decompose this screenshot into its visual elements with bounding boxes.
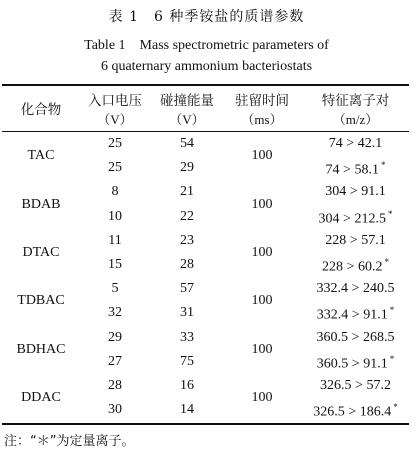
inlet-voltage: 15 — [108, 257, 122, 272]
collision-energy: 22 — [180, 208, 194, 224]
ion-pair — [298, 378, 413, 394]
inlet-voltage: 27 — [108, 353, 122, 369]
collision-energy: 57 — [180, 281, 194, 297]
inlet-voltage: 30 — [108, 402, 122, 418]
header-ion-pair-unit: （m/z） — [332, 112, 379, 127]
ion-pair-value: 360.5 > 91.1 — [316, 356, 388, 372]
ion-pair-value: 326.5 > 186.4 — [313, 404, 392, 420]
collision-energy: 23 — [180, 232, 194, 248]
table-bottom-rule — [2, 423, 409, 425]
ion-pair — [298, 257, 413, 276]
dwell-time: 100 — [251, 148, 273, 164]
inlet-voltage: 25 — [108, 160, 122, 176]
inlet-voltage: 10 — [108, 208, 122, 224]
collision-energy: 75 — [180, 353, 194, 369]
inlet-voltage: 25 — [108, 136, 122, 151]
compound-name: TAC — [27, 148, 55, 164]
dwell-time: 100 — [251, 196, 273, 212]
ion-pair — [298, 184, 413, 200]
inlet-voltage: 29 — [108, 329, 122, 345]
collision-energy: 54 — [180, 136, 194, 151]
inlet-voltage: 8 — [111, 184, 119, 200]
quantifier-marker: * — [384, 257, 389, 267]
header-dwell-unit: （ms） — [241, 112, 283, 127]
inlet-voltage: 5 — [111, 281, 119, 297]
quantifier-marker: * — [393, 402, 398, 413]
ion-pair-value: 304 > 212.5 — [318, 211, 386, 227]
inlet-voltage: 28 — [108, 378, 122, 393]
collision-energy: 28 — [180, 257, 194, 272]
header-ion-pair: 特征离子对 — [321, 93, 390, 109]
table-mid-rule — [2, 131, 409, 132]
compound-name: DDAC — [21, 390, 61, 406]
ion-pair — [298, 305, 413, 324]
ion-pair — [298, 281, 413, 297]
table-footnote: 注：“＊”为定量离子。 — [4, 434, 135, 449]
header-compound: 化合物 — [20, 102, 62, 118]
quantifier-marker: * — [389, 353, 395, 364]
ion-pair-value: 332.4 > 91.1 — [316, 308, 388, 324]
ion-pair — [298, 233, 413, 249]
compound-name: BDHAC — [16, 341, 66, 357]
quantifier-marker: * — [389, 305, 395, 316]
collision-energy: 14 — [180, 402, 194, 418]
header-energy: 碰撞能量 — [160, 93, 214, 109]
dwell-time: 100 — [251, 341, 273, 357]
ion-pair-value: 332.4 > 240.5 — [316, 281, 395, 297]
table-caption-en-line2: 6 quaternary ammonium bacteriostats — [100, 59, 313, 74]
ion-pair-value: 74 > 58.1 — [325, 162, 379, 178]
ion-pair — [298, 330, 413, 346]
ion-pair — [298, 209, 413, 228]
header-voltage: 入口电压 — [88, 93, 142, 109]
ion-pair-value: 326.5 > 57.2 — [320, 378, 391, 393]
ion-pair-value: 360.5 > 268.5 — [316, 329, 395, 345]
dwell-time: 100 — [251, 390, 273, 406]
ion-pair — [298, 354, 413, 373]
inlet-voltage: 11 — [108, 232, 122, 248]
dwell-time: 100 — [251, 244, 273, 260]
quantifier-marker: * — [387, 208, 393, 219]
dwell-time: 100 — [251, 293, 273, 309]
inlet-voltage: 32 — [108, 305, 122, 321]
ion-pair-value: 74 > 42.1 — [328, 136, 383, 151]
header-voltage-unit: （V） — [97, 112, 133, 127]
quantifier-marker: * — [380, 160, 386, 171]
header-energy-unit: （V） — [169, 112, 205, 127]
ion-pair-value: 228 > 57.1 — [325, 232, 386, 248]
ion-pair-value: 304 > 91.1 — [325, 184, 386, 200]
compound-name: TDBAC — [17, 293, 65, 309]
ion-pair-value: 228 > 60.2 — [322, 259, 383, 275]
collision-energy: 21 — [180, 184, 194, 200]
table-caption-cn: 表 1 6 种季铵盐的质谱参数 — [108, 9, 305, 25]
table-caption-en-line1: Table 1 Mass spectrometric parameters of — [84, 38, 329, 53]
table-top-rule — [2, 84, 409, 86]
compound-name: BDAB — [21, 196, 61, 212]
compound-name: DTAC — [22, 244, 60, 260]
header-dwell: 驻留时间 — [235, 93, 289, 109]
ion-pair — [298, 402, 413, 421]
collision-energy: 31 — [180, 305, 194, 321]
ion-pair — [298, 160, 413, 179]
ion-pair — [298, 136, 413, 152]
collision-energy: 33 — [180, 329, 194, 345]
collision-energy: 29 — [180, 160, 194, 176]
collision-energy: 16 — [180, 378, 194, 393]
